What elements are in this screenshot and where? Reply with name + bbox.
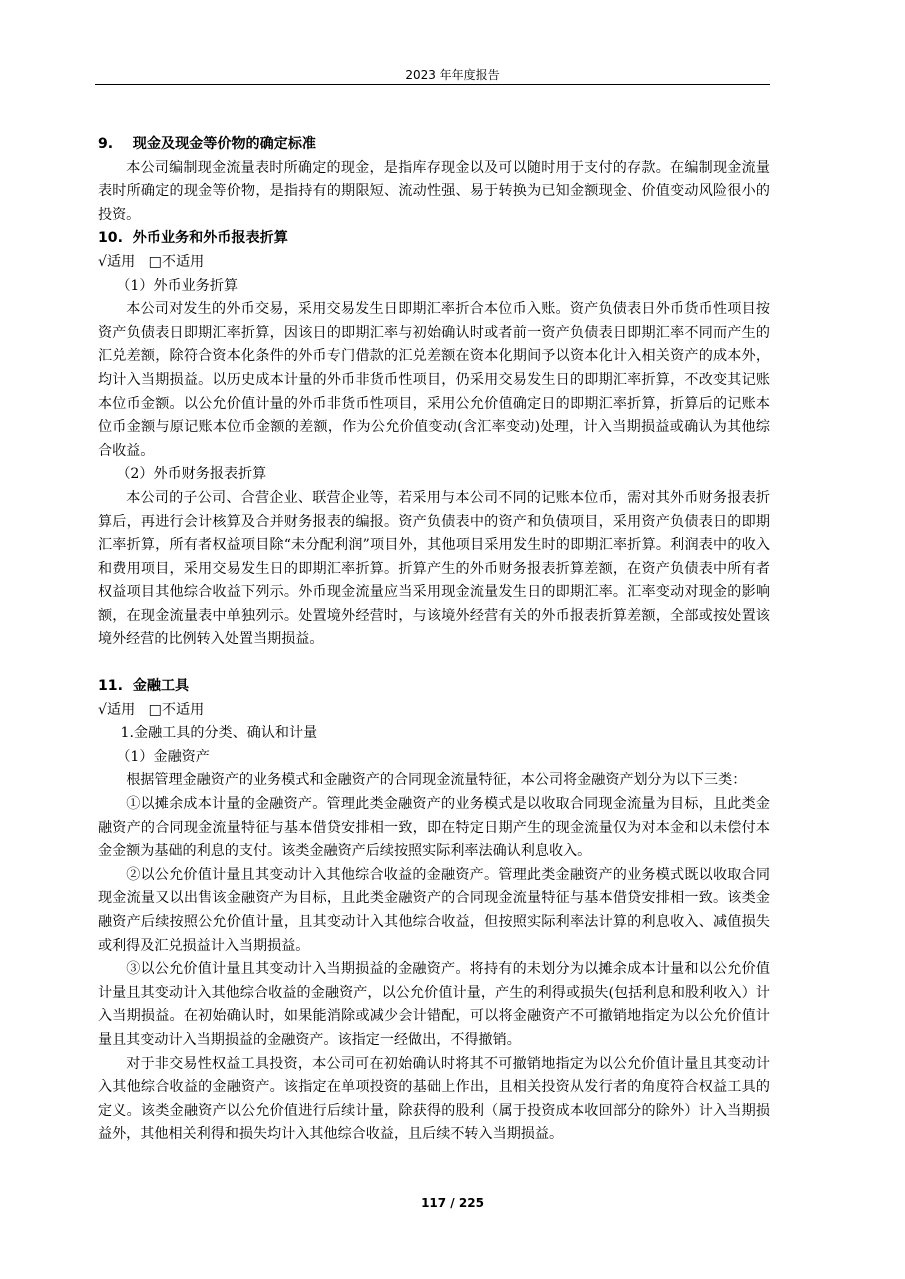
- section-10-subheading-1: （1）外币业务折算: [116, 277, 239, 294]
- section-10-heading: 10. 外币业务和外币报表折算: [98, 230, 288, 247]
- section-spacer: [98, 652, 770, 675]
- page-number: 117 / 225: [421, 1196, 484, 1210]
- section-9-heading: 9. 现金及现金等价物的确定标准: [98, 136, 317, 152]
- section-11-subheading-2: （1）金融资产: [116, 748, 210, 765]
- section-11-paragraph-4: ③以公允价值计量且其变动计入当期损益的金融资产。将持有的未划分为以摊余成本计量和以公允价值计量且其变动计入其他综合收益的金融资产，以公允价值计量，产生的利得或损失(包括利息和股利收入）计入当期损益。在初始确认时，如果能消除或减少会计错配，可以将金融资产不可撤销地指定为以公允价值计量且其变动计入当期损益的金融资产。该指定一经做出，不得撤销。: [98, 961, 770, 1048]
- report-header-title: 2023 年年度报告: [405, 68, 500, 82]
- section-10-applicability: √适用 □不适用: [98, 253, 205, 270]
- section-10-subheading-2: （2）外币财务报表折算: [116, 466, 267, 483]
- section-11-paragraph-2: ①以摊余成本计量的金融资产。管理此类金融资产的业务模式是以收取合同现金流量为目标，且此类金融资产的合同现金流量特征与基本借贷安排相一致，即在特定日期产生的现金流量仅为对本金和以未偿付本金金额为基础的利息的支付。该类金融资产后续按照实际利率法确认利息收入。: [98, 796, 770, 860]
- section-11-heading: 11. 金融工具: [98, 678, 190, 695]
- section-9-paragraph: 本公司编制现金流量表时所确定的现金，是指库存现金以及可以随时用于支付的存款。在编制现金流量表时所确定的现金等价物，是指持有的期限短、流动性强、易于转换为已知金额现金、价值变动风险很小的投资。: [98, 159, 770, 223]
- section-10-paragraph-2: 本公司的子公司、合营企业、联营企业等，若采用与本公司不同的记账本位币，需对其外币财务报表折算后，再进行会计核算及合并财务报表的编报。资产负债表中的资产和负债项目，采用资产负债表日的即期汇率折算，所有者权益项目除“未分配利润”项目外，其他项目采用发生时的即期汇率折算。利润表中的收入和费用项目，采用交易发生日的即期汇率折算。折算产生的外币财务报表折算差额，在资产负债表中所有者权益项目其他综合收益下列示。外币现金流量应当采用现金流量发生日的即期汇率。汇率变动对现金的影响额，在现金流量表中单独列示。处置境外经营时，与该境外经营有关的外币报表折算差额，全部或按处置该境外经营的比例转入处置当期损益。: [98, 489, 770, 648]
- section-11-paragraph-3: ②以公允价值计量且其变动计入其他综合收益的金融资产。管理此类金融资产的业务模式既以收取合同现金流量又以出售该金融资产为目标，且此类金融资产的合同现金流量特征与基本借贷安排相一致。该类金融资产后续按照公允价值计量，且其变动计入其他综合收益，但按照实际利率法计算的利息收入、减值损失或利得及汇兑损益计入当期损益。: [98, 866, 770, 954]
- page-content: [98, 133, 770, 1147]
- section-11-applicability: √适用 □不适用: [98, 701, 205, 718]
- section-11-paragraph-1: 根据管理金融资产的业务模式和金融资产的合同现金流量特征，本公司将金融资产划分为以下三类：: [126, 772, 747, 789]
- header-divider: [95, 84, 770, 85]
- section-11-paragraph-5: 对于非交易性权益工具投资，本公司可在初始确认时将其不可撤销地指定为以公允价值计量且其变动计入其他综合收益的金融资产。该指定在单项投资的基础上作出，且相关投资从发行者的角度符合权益工具的定义。该类金融资产以公允价值进行后续计量，除获得的股利（属于投资成本收回部分的除外）计入当期损益外，其他相关利得和损失均计入其他综合收益，且后续不转入当期损益。: [98, 1055, 770, 1143]
- section-10-paragraph-1: 本公司对发生的外币交易，采用交易发生日即期汇率折合本位币入账。资产负债表日外币货币性项目按资产负债表日即期汇率折算，因该日的即期汇率与初始确认时或者前一资产负债表日即期汇率不同而产生的汇兑差额，除符合资本化条件的外币专门借款的汇兑差额在资本化期间予以资本化计入相关资产的成本外，均计入当期损益。以历史成本计量的外币非货币性项目，仍采用交易发生日的即期汇率折算，不改变其记账本位币金额。以公允价值计量的外币非货币性项目，采用公允价值确定日的即期汇率折算，折算后的记账本位币金额与原记账本位币金额的差额，作为公允价值变动(含汇率变动)处理，计入当期损益或确认为其他综合收益。: [98, 301, 770, 459]
- section-11-subheading-1: 1.金融工具的分类、确认和计量: [120, 725, 318, 742]
